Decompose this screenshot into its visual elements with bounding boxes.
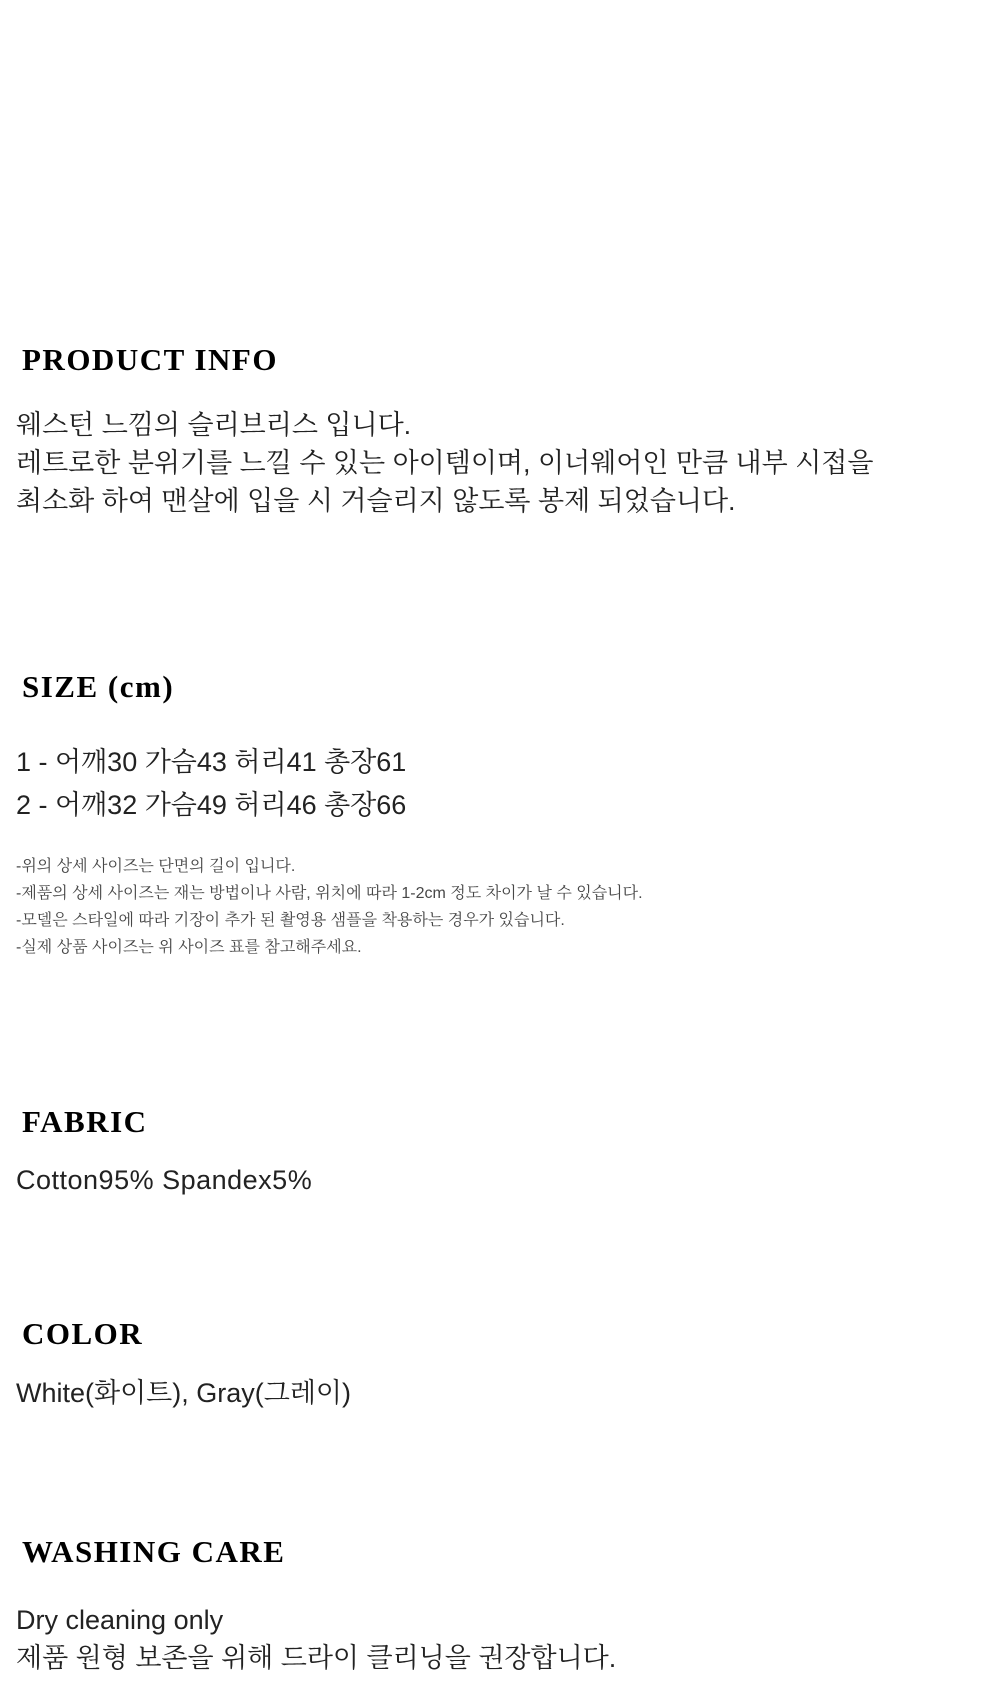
size-table bbox=[16, 741, 970, 827]
size-heading: SIZE (cm) bbox=[22, 669, 175, 704]
product-description-line: 웨스턴 느낌의 슬리브리스 입니다. bbox=[16, 410, 412, 440]
washing-care-text bbox=[16, 1601, 970, 1677]
size-note: -제품의 상세 사이즈는 재는 방법이나 사람, 위치에 따라 1-2cm 정도 차이가 날 수 있습니다. bbox=[16, 885, 643, 902]
size-notes bbox=[16, 853, 970, 961]
color-heading: COLOR bbox=[22, 1316, 144, 1351]
size-row: 1 - 어깨30 가슴43 허리41 총장61 bbox=[16, 747, 407, 777]
product-description-line: 레트로한 분위기를 느낄 수 있는 아이템이며, 이너웨어인 만큼 내부 시접을 bbox=[16, 448, 874, 478]
product-info-heading: PRODUCT INFO bbox=[22, 342, 278, 377]
product-description bbox=[16, 406, 970, 520]
size-note: -위의 상세 사이즈는 단면의 길이 입니다. bbox=[16, 858, 296, 875]
product-description-line: 최소화 하여 맨살에 입을 시 거슬리지 않도록 봉제 되었습니다. bbox=[16, 486, 736, 516]
fabric-value: Cotton95% Spandex5% bbox=[16, 1165, 313, 1195]
washing-care-heading: WASHING CARE bbox=[22, 1534, 286, 1569]
fabric-heading: FABRIC bbox=[22, 1104, 148, 1139]
size-row: 2 - 어깨32 가슴49 허리46 총장66 bbox=[16, 790, 407, 820]
size-note: -모델은 스타일에 따라 기장이 추가 된 촬영용 샘플을 착용하는 경우가 있습니다. bbox=[16, 912, 565, 929]
size-note: -실제 상품 사이즈는 위 사이즈 표를 참고해주세요. bbox=[16, 939, 362, 956]
washing-care-line: Dry cleaning only bbox=[16, 1605, 224, 1635]
color-value: White(화이트), Gray(그레이) bbox=[16, 1378, 351, 1408]
washing-care-line: 제품 원형 보존을 위해 드라이 클리닝을 권장합니다. bbox=[16, 1643, 617, 1673]
